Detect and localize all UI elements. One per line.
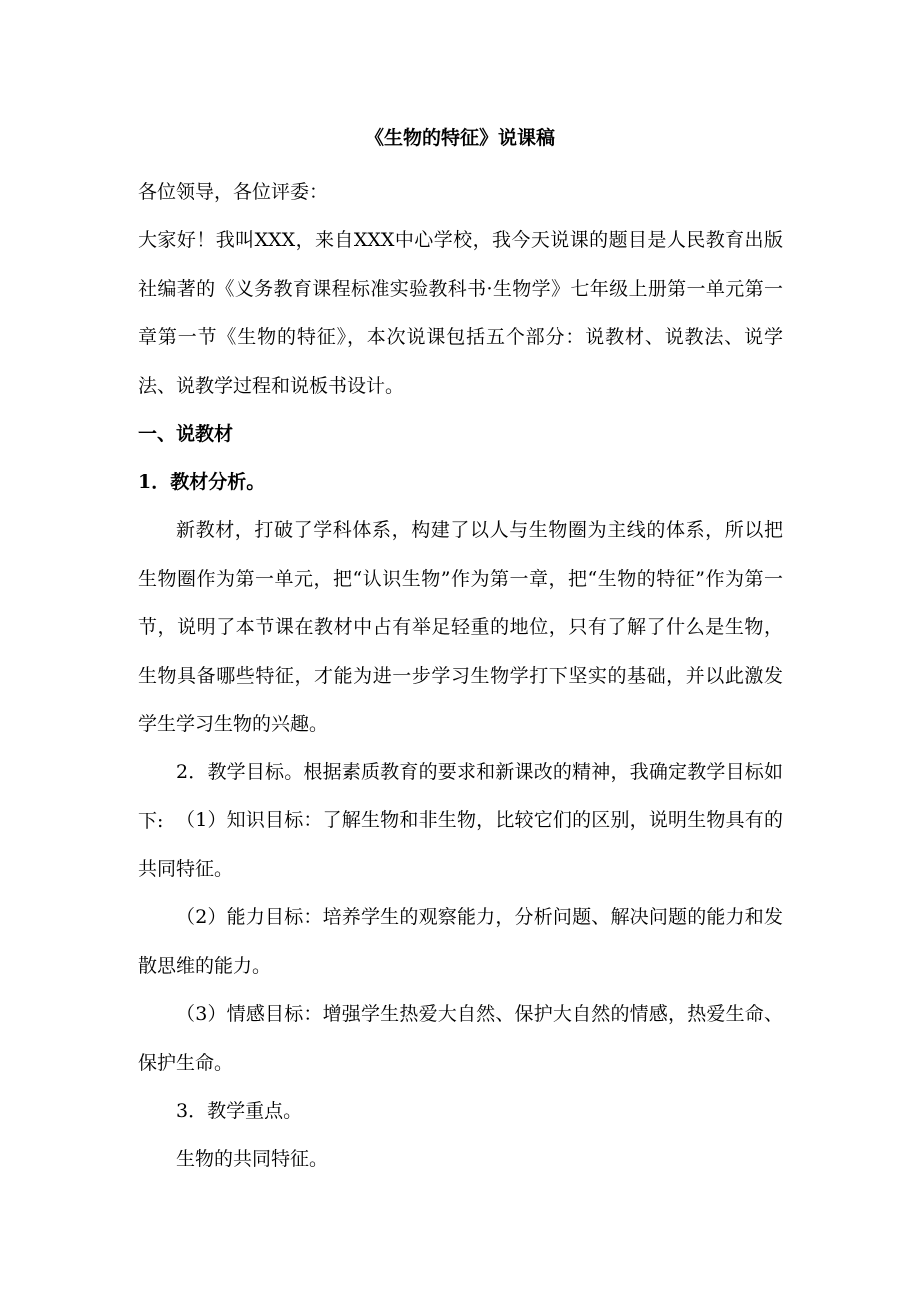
greeting: 各位领导，各位评委： [138, 181, 329, 203]
intro-paragraph: 大家好！我叫XXX，来自XXX中心学校，我今天说课的题目是人民教育出版社编著的《义务教育课程标准实验教科书·生物学》七年级上册第一单元第一章第一节《生物的特征》，本次说课包括五个部分：说教材、说教法、说学法、说教学过程和说板书设计。 [138, 229, 783, 397]
document-title: 《生物的特征》说课稿 [364, 127, 555, 149]
teaching-focus-body: 生物的共同特征。 [176, 1148, 329, 1170]
goal-ability: （2）能力目标：培养学生的观察能力，分析问题、解决问题的能力和发散思维的能力。 [138, 906, 783, 977]
goal-emotion: （3）情感目标：增强学生热爱大自然、保护大自然的情感，热爱生命、保护生命。 [138, 1003, 783, 1074]
teaching-focus-heading: 3．教学重点。 [176, 1100, 303, 1122]
section-heading-teaching-material: 一、说教材 [138, 423, 234, 445]
material-analysis-paragraph: 新教材，打破了学科体系，构建了以人与生物圈为主线的体系，所以把生物圈作为第一单元，把“认识生物”作为第一章，把“生物的特征”作为第一节，说明了本节课在教材中占有举足轻重的地位，只有了解了什么是生物，生物具备哪些特征，才能为进一步学习生物学打下坚实的基础，并以此激发学生学习生物的兴趣。 [138, 519, 783, 735]
teaching-goals-heading: 2．教学目标。根据素质教育的要求和新课改的精神，我确定教学目标如下: [138, 761, 783, 832]
goal-knowledge: （1）知识目标：了解生物和非生物，比较它们的区别，说明生物具有的共同特征。 [138, 809, 783, 880]
subheading-material-analysis: 1．教材分析。 [138, 471, 266, 493]
